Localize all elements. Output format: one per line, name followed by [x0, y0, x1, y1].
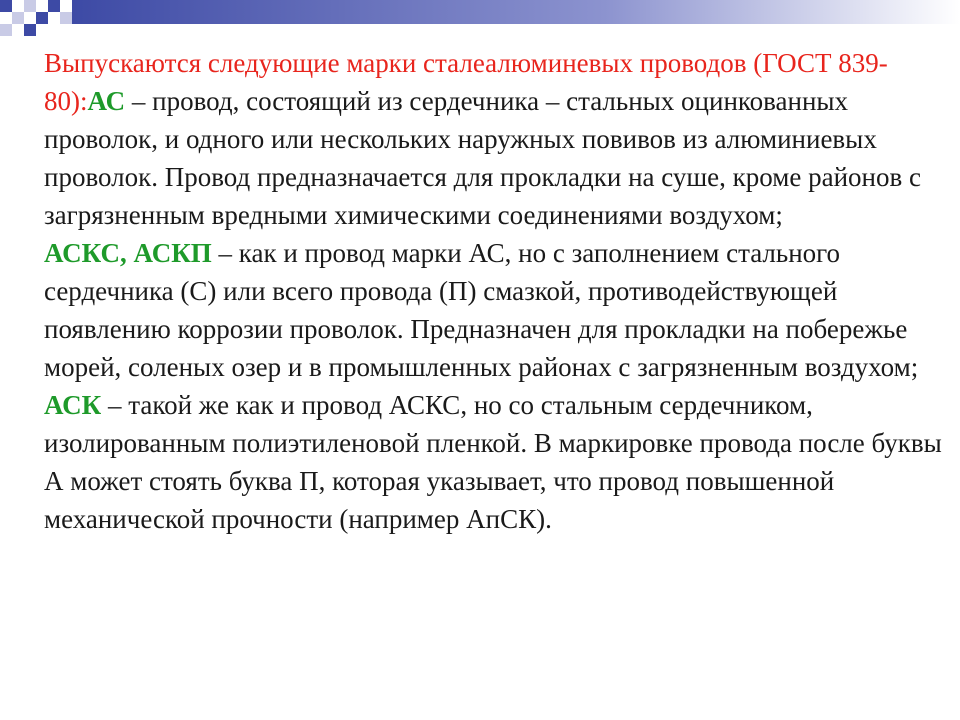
desc-ask: – такой же как и провод АСКС, но со стальным сердечником, изолированным полиэтиленовой пленкой. В маркировке провода после буквы А может стоять буква П, которая указывает, что провод повышенной механической прочности (например АпСК). [44, 390, 942, 534]
paragraph-ask [44, 386, 944, 538]
intro-text: Выпускаются следующие марки сталеалюминевых проводов (ГОСТ 839-80): [44, 48, 888, 116]
desc-asks-askp: – как и провод марки АС, но с заполнением стального сердечника (С) или всего провода (П) смазкой, противодействующей появлению коррозии проволок. Предназначен для прокладки на побережье морей, соленых озер и в промышленных районах с загрязненным воздухом; [44, 238, 919, 382]
slide-body [44, 44, 944, 538]
term-asks-askp: АСКС, АСКП [44, 238, 212, 268]
desc-ac: – провод, состоящий из сердечника – стальных оцинкованных проволок, и одного или нескольких наружных повивов из алюминиевых проволок. Провод предназначается для прокладки на суше, кроме районов с загрязненным вредными химическими соединениями воздухом; [44, 86, 921, 230]
term-ask: АСК [44, 390, 102, 420]
term-ac: АС [87, 86, 126, 116]
paragraph-ac [44, 44, 944, 234]
header-decoration [0, 0, 960, 40]
paragraph-asks-askp [44, 234, 944, 386]
